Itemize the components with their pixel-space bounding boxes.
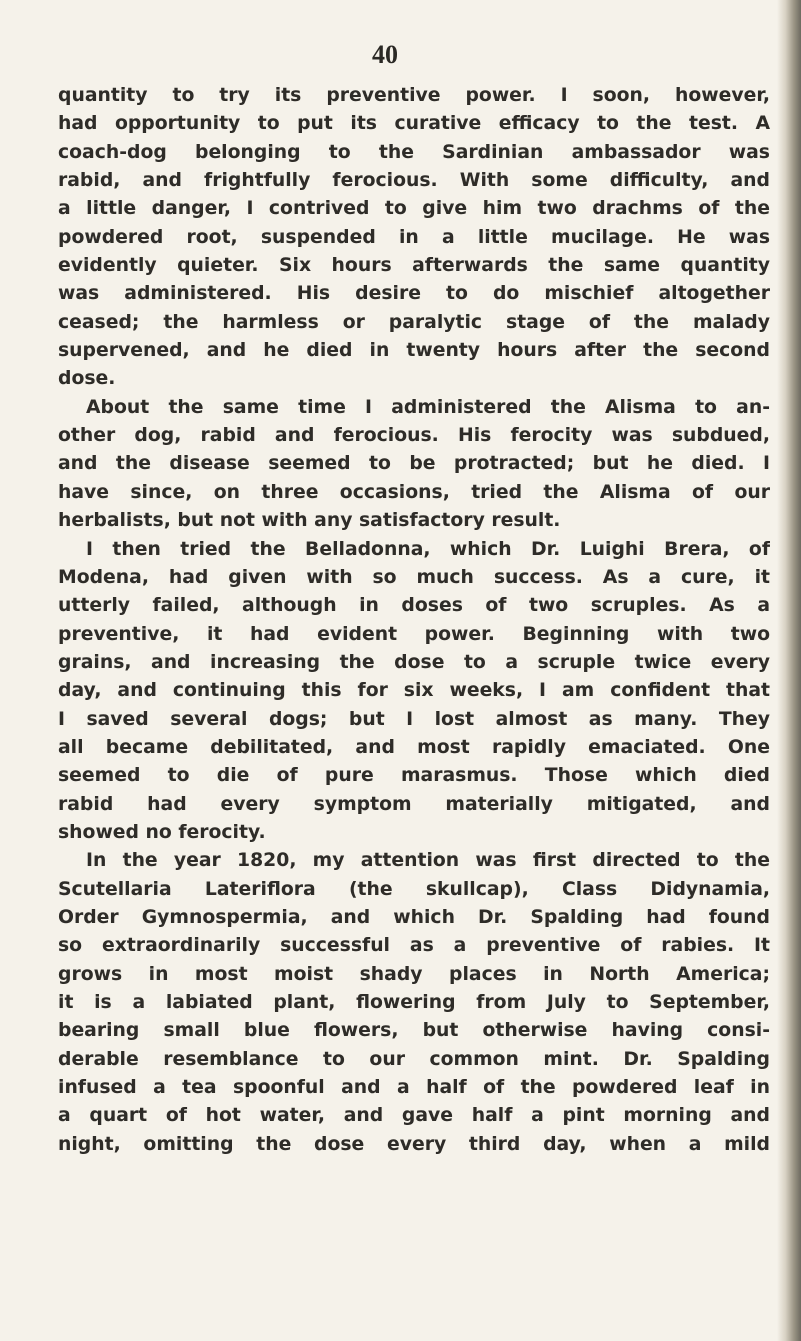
text-line: rabid, and frightfully ferocious. With some difficulty, and [58, 170, 770, 192]
text-line: night, omitting the dose every third day, when a mild [58, 1133, 770, 1155]
text-line: had opportunity to put its curative efficacy to the test. A [58, 113, 770, 135]
text-line: infused a tea spoonful and a half of the powdered leaf in [58, 1077, 770, 1099]
text-line: supervened, and he died in twenty hours after the second [58, 340, 770, 362]
text-line: and the disease seemed to be protracted; but he died. I [58, 453, 770, 475]
text-line: coach-dog belonging to the Sardinian ambassador was [58, 141, 770, 163]
text-line: was administered. His desire to do mischief altogether [58, 283, 770, 305]
text-line: seemed to die of pure marasmus. Those which died [58, 765, 770, 787]
text-line: other dog, rabid and ferocious. His ferocity was subdued, [58, 425, 770, 447]
text-line: rabid had every symptom materially mitigated, and [58, 793, 770, 815]
text-line: Order Gymnospermia, and which Dr. Spalding had found [58, 906, 770, 928]
page-number: 40 [372, 40, 398, 69]
text-line: herbalists, but not with any satisfactory result. [58, 510, 561, 532]
text-line: ceased; the harmless or paralytic stage of the malady [58, 311, 770, 333]
text-line: a quart of hot water, and gave half a pint morning and [58, 1105, 770, 1127]
text-line: day, and continuing this for six weeks, I am confident that [58, 680, 770, 702]
body-text [58, 82, 770, 1159]
text-line: I then tried the Belladonna, which Dr. Luighi Brera, of [86, 538, 770, 560]
text-line: have since, on three occasions, tried the Alisma of our [58, 481, 770, 503]
text-line: so extraordinarily successful as a preventive of rabies. It [58, 935, 770, 957]
text-line: all became debilitated, and most rapidly emaciated. One [58, 736, 770, 758]
text-line: evidently quieter. Six hours afterwards the same quantity [58, 255, 770, 277]
text-line: I saved several dogs; but I lost almost as many. They [58, 708, 770, 730]
text-line: a little danger, I contrived to give him two drachms of the [58, 198, 770, 220]
text-line: preventive, it had evident power. Beginning with two [58, 623, 770, 645]
text-line: About the same time I administered the Alisma to an- [86, 396, 770, 418]
text-line: utterly failed, although in doses of two scruples. As a [58, 595, 770, 617]
text-line: Modena, had given with so much success. As a cure, it [58, 566, 770, 588]
text-line: dose. [58, 368, 116, 390]
text-line: showed no ferocity. [58, 821, 266, 843]
page-edge-shadow [777, 0, 801, 1341]
text-line: grains, and increasing the dose to a scruple twice every [58, 651, 770, 673]
text-line: In the year 1820, my attention was first directed to the [86, 850, 770, 872]
text-line: it is a labiated plant, flowering from July to September, [58, 992, 770, 1013]
text-line: powdered root, suspended in a little mucilage. He was [58, 226, 770, 248]
text-line: bearing small blue flowers, but otherwise having consi- [58, 1020, 770, 1042]
text-line: grows in most moist shady places in North America; [58, 963, 770, 985]
text-line: derable resemblance to our common mint. Dr. Spalding [58, 1048, 770, 1070]
text-line: Scutellaria Lateriflora (the skullcap), Class Didynamia, [58, 878, 770, 900]
text-line: quantity to try its preventive power. I soon, however, [58, 85, 770, 106]
